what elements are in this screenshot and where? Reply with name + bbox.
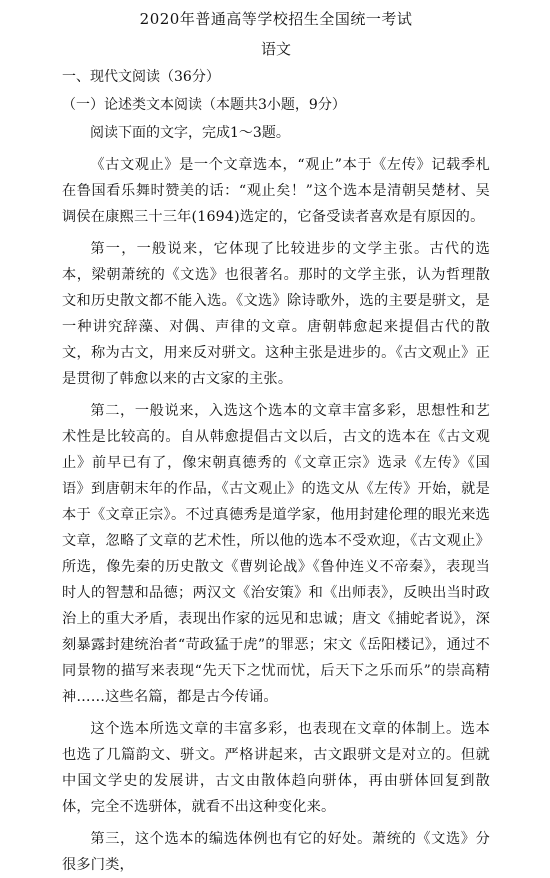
paragraph-5: 第三，这个选本的编选体例也有它的好处。萧统的《文选》分很多门类， <box>62 831 490 873</box>
paragraph-1: 《古文观止》是一个文章选本，“观止”本于《左传》记载季札在鲁国看乐舞时赞美的话：“观止矣！”这个选本是清朝吴楚材、吴调侯在康熙三十三年(1694)选定的，它备受读者喜欢是有原因的。 <box>62 157 490 225</box>
paragraph-4: 这个选本所选文章的丰富多彩，也表现在文章的体制上。选本也选了几篇韵文、骈文。严格讲起来，古文跟骈文是对立的。但就中国文学史的发展讲，古文由散体趋向骈体，再由骈体回复到散体，完全不选骈体，就看不出这种变化来。 <box>62 721 490 815</box>
exam-title: 2020年普通高等学校招生全国统一考试 <box>139 10 413 28</box>
section-heading: 一、现代文阅读（36分） <box>62 69 220 85</box>
paragraph-2: 第一，一般说来，它体现了比较进步的文学主张。古代的选本，梁朝萧统的《文选》也很著名。那时的文学主张，认为哲理散文和历史散文都不能入选。《文选》除诗歌外，选的主要是骈文，是一种讲究辞藻、对偶、声律的文章。唐朝韩愈起来提倡古代的散文，称为古文，用来反对骈文。这种主张是进步的。《古文观止》正是贯彻了韩愈以来的古文家的主张。 <box>62 241 490 387</box>
reading-instruction: 阅读下面的文字，完成1～3题。 <box>90 125 290 141</box>
subject-title: 语文 <box>260 40 291 58</box>
subsection-heading: （一）论述类文本阅读（本题共3小题，9分） <box>62 97 346 113</box>
paragraph-3: 第二，一般说来，入选这个选本的文章丰富多彩，思想性和艺术性是比较高的。自从韩愈提倡古文以后，古文的选本在《古文观止》前早已有了，像宋朝真德秀的《文章正宗》选录《左传》《国语》到唐朝末年的作品，《古文观止》的选文从《左传》开始，就是本于《文章正宗》。不过真德秀是道学家，他用封建伦理的眼光来选文章，忽略了文章的艺术性，所以他的选本不受欢迎，《古文观止》所选，像先秦的历史散文《曹刿论战》《鲁仲连义不帝秦》，表现当时人的智慧和品德；两汉文《治安策》和《出师表》，反映出当时政治上的重大矛盾，表现出作家的远见和忠诚；唐文《捕蛇者说》，深刻暴露封建统治者“苛政猛于虎”的罪恶；宋文《岳阳楼记》，通过不同景物的描写来表现“先天下之忧而忧，后天下之乐而乐”的崇高精神……这些名篇，都是古今传诵。 <box>62 403 490 705</box>
